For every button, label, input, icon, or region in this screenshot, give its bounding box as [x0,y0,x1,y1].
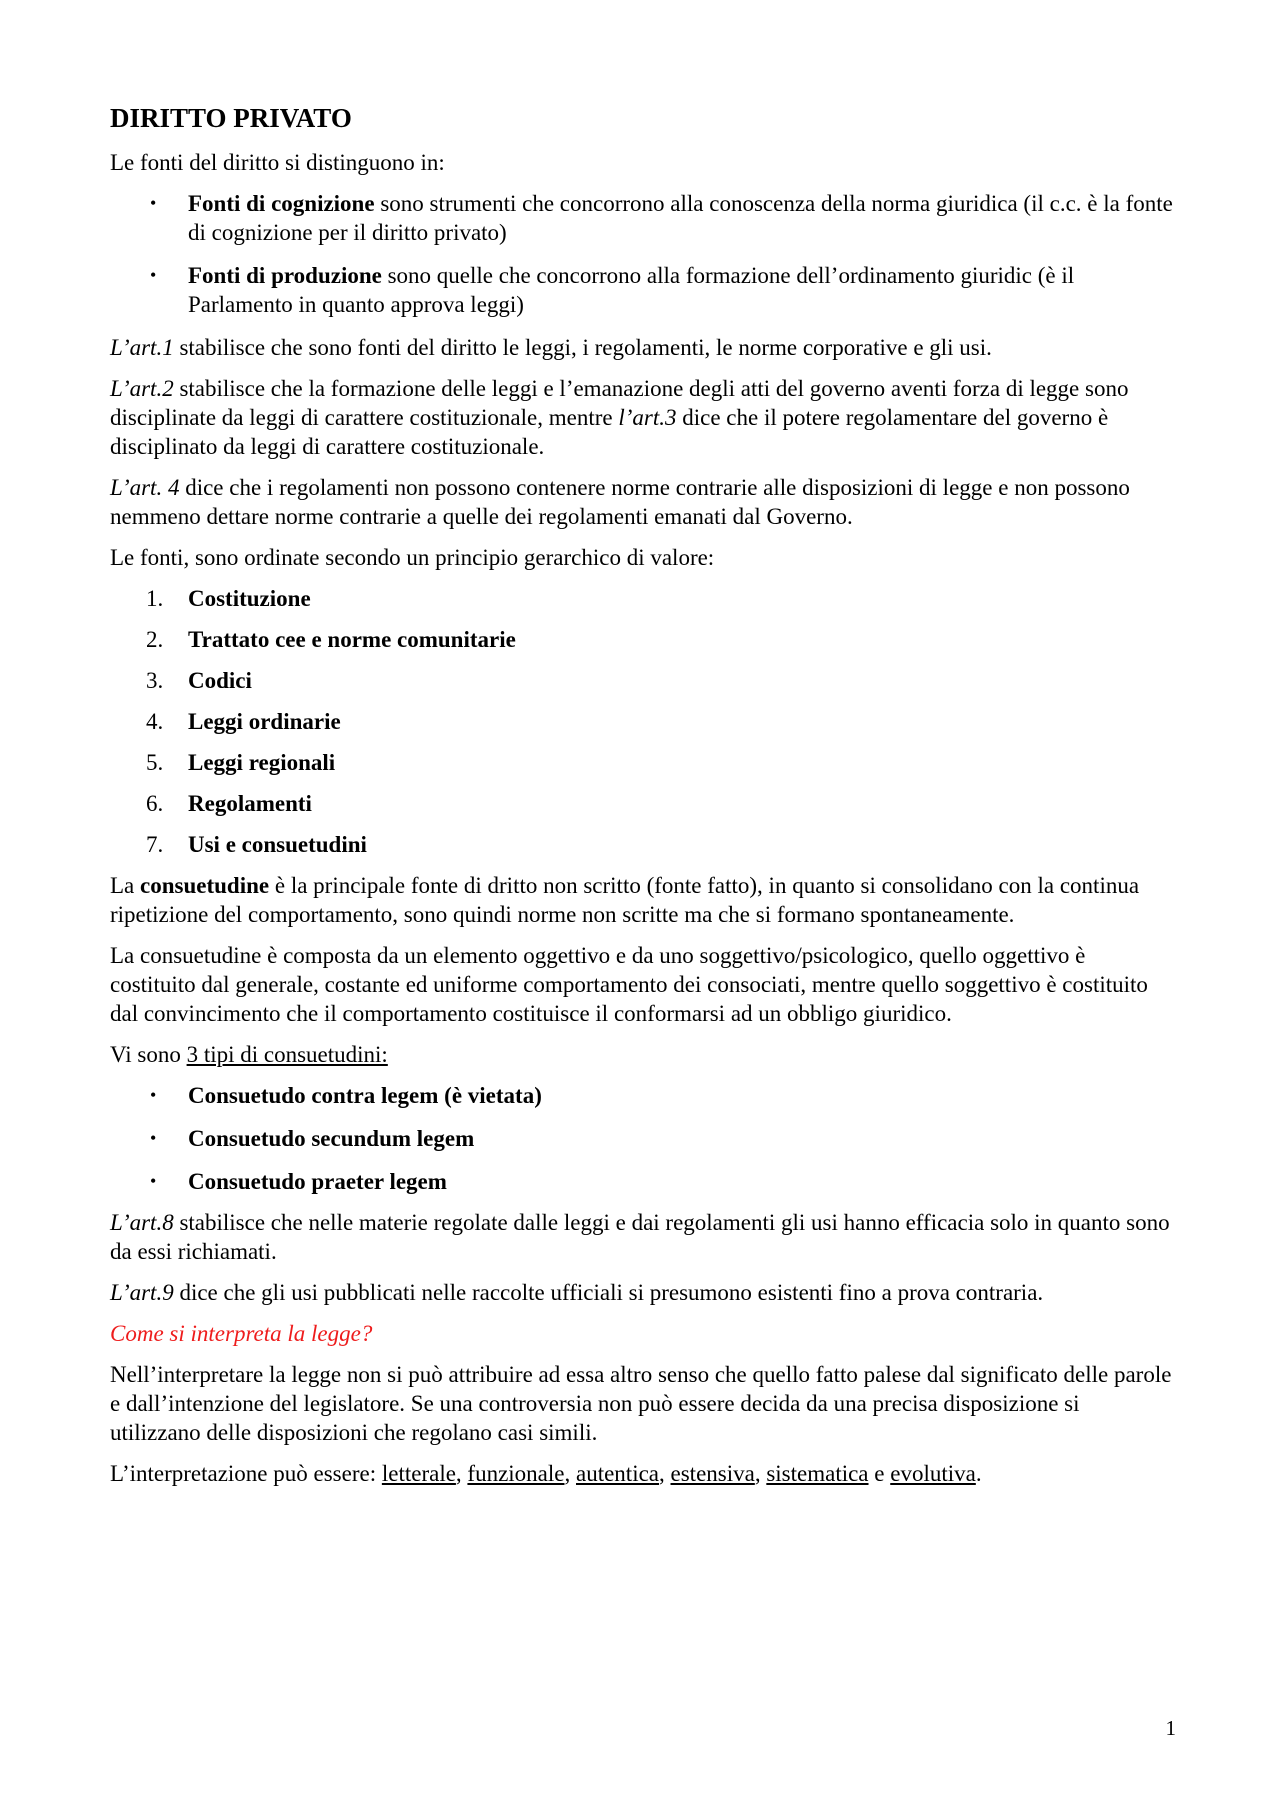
underlined-term: estensiva [670,1461,755,1486]
list-item [110,666,1175,695]
gerarchia-list [110,584,1175,859]
list-item [110,830,1175,859]
list-item [110,1081,1175,1110]
art1-paragraph [110,333,1175,362]
section-question: Come si interpreta la legge? [110,1321,373,1346]
list-label: Consuetudo praeter legem [188,1169,447,1194]
article-ref: L’art.1 [110,335,174,360]
article-ref: L’art.8 [110,1210,174,1235]
article-ref: L’art.2 [110,376,174,401]
underlined-term: evolutiva [890,1461,976,1486]
list-item [110,189,1175,247]
term-bold: consuetudine [140,873,270,898]
fonti-list [110,189,1175,319]
art4-paragraph [110,473,1175,531]
term-bold: Fonti di produzione [188,263,382,288]
text-span: La [110,873,141,898]
bullet-icon: • [150,265,157,285]
article-ref: l’art.3 [618,405,677,430]
gerarchia-intro: Le fonti, sono ordinate secondo un principio gerarchico di valore: [110,545,715,570]
interpretazione-paragraph [110,1459,1175,1488]
list-number: 2. [146,627,164,652]
bullet-icon: • [150,1171,157,1191]
list-number: 6. [146,791,164,816]
list-item [110,261,1175,319]
list-label: Trattato cee e norme comunitarie [188,627,516,652]
article-text: stabilisce che nelle materie regolate dalle leggi e dai regolamenti gli usi hanno efficacia solo in quanto sono da essi richiamati. [110,1210,1170,1264]
intro-paragraph: Le fonti del diritto si distinguono in: [110,150,445,175]
underlined-term: autentica [576,1461,660,1486]
list-item [110,707,1175,736]
separator: . [975,1461,982,1486]
list-item [110,584,1175,613]
tipi-list [110,1081,1175,1196]
underlined-term: letterale [381,1461,456,1486]
bullet-icon: • [150,1085,157,1105]
list-label: Leggi regionali [188,750,336,775]
separator: , [659,1461,671,1486]
article-text: stabilisce che la formazione delle leggi e l’emanazione degli atti del governo aventi forza di legge sono disciplinate da leggi di carattere costituzionale, mentre [110,376,1129,430]
consuetudine-elements-paragraph: La consuetudine è composta da un elemento oggettivo e da uno soggettivo/psicologico, quello oggettivo è costituito dal generale, costante ed uniforme comportamento dei consociati, mentre quello soggettivo è costituito dal convincimento che il comportamento costituisce il conformarsi ad un obbligo giuridico. [110,943,1148,1026]
interpretare-paragraph: Nell’interpretare la legge non si può attribuire ad essa altro senso che quello fatto palese dal significato delle parole e dall’intenzione del legislatore. Se una controversia non può essere decida da una precisa disposizione si utilizzano delle disposizioni che regolano casi simili. [110,1362,1172,1445]
separator: , [564,1461,576,1486]
art9-paragraph [110,1278,1175,1307]
list-label: Regolamenti [188,791,312,816]
consuetudine-paragraph [110,871,1175,929]
term-definition: sono quelle che concorrono alla formazione dell’ordinamento giuridic (è il Parlamento in quanto approva leggi) [188,263,1075,317]
list-number: 7. [146,832,164,857]
separator: , [754,1461,767,1486]
list-number: 4. [146,709,164,734]
article-text: dice che gli usi pubblicati nelle raccolte ufficiali si presumono esistenti fino a prova contraria. [173,1280,1044,1305]
term-definition: sono strumenti che concorrono alla conoscenza della norma giuridica (il c.c. è la fonte di cognizione per il diritto privato) [188,191,1173,245]
list-label: Consuetudo contra legem (è vietata) [188,1083,542,1108]
document-title: DIRITTO PRIVATO [110,103,352,133]
list-item [110,625,1175,654]
list-label: Usi e consuetudini [188,832,367,857]
underlined-term: sistematica [766,1461,869,1486]
list-number: 1. [146,586,164,611]
text-span: Vi sono [110,1042,187,1067]
separator: e [868,1461,891,1486]
list-item [110,1167,1175,1196]
underlined-text: 3 tipi di consuetudini: [186,1042,388,1067]
list-label: Consuetudo secundum legem [188,1126,475,1151]
list-item [110,748,1175,777]
bullet-icon: • [150,193,157,213]
article-text: stabilisce che sono fonti del diritto le leggi, i regolamenti, le norme corporative e gli usi. [173,335,992,360]
article-text: dice che i regolamenti non possono contenere norme contrarie alle disposizioni di legge e non possono nemmeno dettare norme contrarie a quelle dei regolamenti emanati dal Governo. [110,475,1130,529]
list-label: Costituzione [188,586,311,611]
article-ref: L’art. 4 [110,475,180,500]
term-bold: Fonti di cognizione [188,191,375,216]
bullet-icon: • [150,1128,157,1148]
list-item [110,1124,1175,1153]
tipi-intro [110,1040,1175,1069]
list-number: 5. [146,750,164,775]
list-item [110,789,1175,818]
list-number: 3. [146,668,164,693]
list-label: Leggi ordinarie [188,709,341,734]
art2-paragraph [110,374,1175,461]
text-span: L’interpretazione può essere: [110,1461,382,1486]
article-text: dice che il potere regolamentare del governo è disciplinato da leggi di carattere costituzionale. [110,405,1109,459]
article-ref: L’art.9 [110,1280,174,1305]
underlined-term: funzionale [467,1461,565,1486]
art8-paragraph [110,1208,1175,1266]
page-number: 1 [1165,1716,1176,1740]
separator: , [455,1461,468,1486]
document-body [110,100,1175,1500]
list-label: Codici [188,668,252,693]
text-span: è la principale fonte di dritto non scritto (fonte fatto), in quanto si consolidano con la continua ripetizione del comportamento, sono quindi norme non scritte ma che si formano spontaneamente. [110,873,1140,927]
